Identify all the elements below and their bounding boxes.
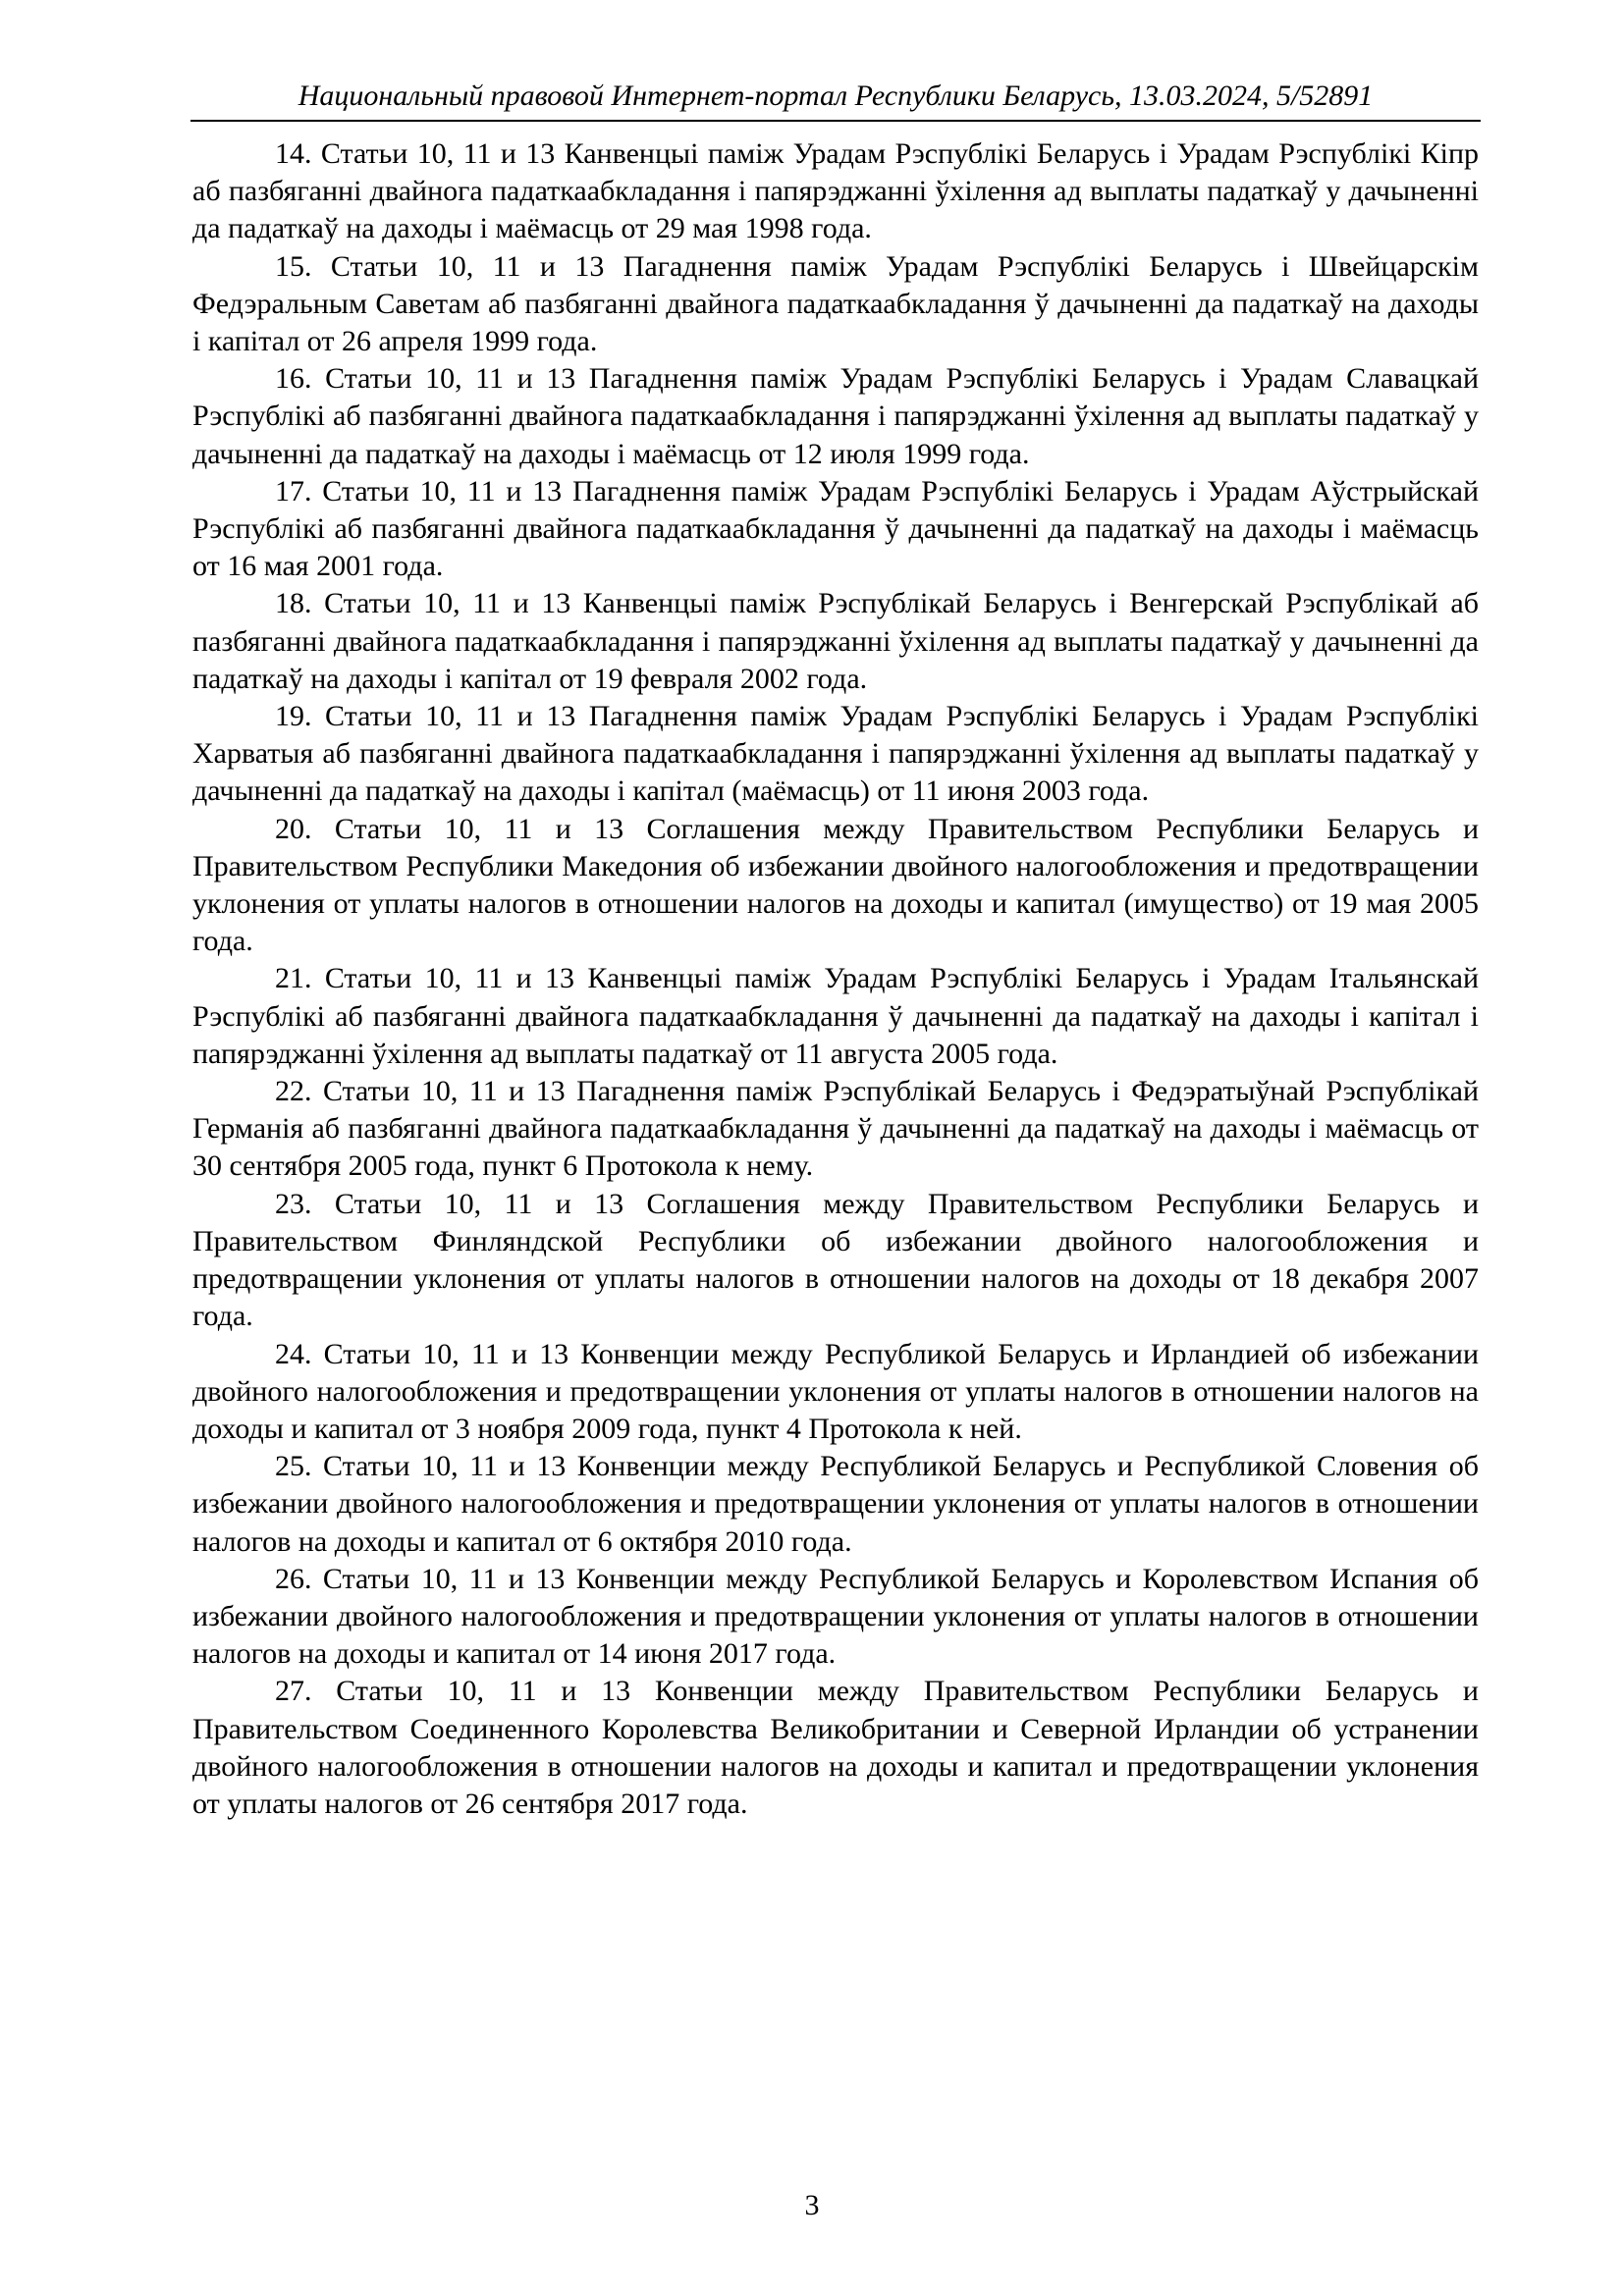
list-item: 18. Статьи 10, 11 и 13 Канвенцыі паміж Рэспублікай Беларусь і Венгерскай Рэспублікай аб пазбяганні двайнога падаткаабкладання і папярэджанні ўхілення ад выплаты падаткаў у дачыненні да падаткаў на даходы і капітал от 19 февраля 2002 года.	[192, 587, 1479, 695]
list-item: 17. Статьи 10, 11 и 13 Пагаднення паміж Урадам Рэспублікі Беларусь і Урадам Аўстрыйскай Рэспублікі аб пазбяганні двайнога падаткаабкладання ў дачыненні да падаткаў на даходы і маёмасць от 16 мая 2001 года.	[192, 474, 1479, 583]
page-header: Национальный правовой Интернет-портал Республики Беларусь, 13.03.2024, 5/52891	[298, 80, 1374, 112]
list-item: 19. Статьи 10, 11 и 13 Пагаднення паміж Урадам Рэспублікі Беларусь і Урадам Рэспублікі Харватыя аб пазбяганні двайнога падаткаабкладання і папярэджанні ўхілення ад выплаты падаткаў у дачыненні да падаткаў на даходы і капітал (маёмасць) от 11 июня 2003 года.	[192, 700, 1479, 808]
list-item: 25. Статьи 10, 11 и 13 Конвенции между Республикой Беларусь и Республикой Словения об избежании двойного налогообложения и предотвращении уклонения от уплаты налогов в отношении налогов на доходы и капитал от 6 октября 2010 года.	[192, 1450, 1479, 1558]
list-item: 26. Статьи 10, 11 и 13 Конвенции между Республикой Беларусь и Королевством Испания об избежании двойного налогообложения и предотвращении уклонения от уплаты налогов в отношении налогов на доходы и капитал от 14 июня 2017 года.	[192, 1562, 1479, 1671]
list-item: 21. Статьи 10, 11 и 13 Канвенцыі паміж Урадам Рэспублікі Беларусь і Урадам Італьянскай Рэспублікі аб пазбяганні двайнога падаткаабкладання ў дачыненні да падаткаў на даходы і капітал і папярэджанні ўхілення ад выплаты падаткаў от 11 августа 2005 года.	[192, 962, 1479, 1070]
list-item: 23. Статьи 10, 11 и 13 Соглашения между Правительством Республики Беларусь и Правительством Финляндской Республики об избежании двойного налогообложения и предотвращении уклонения от уплаты налогов в отношении налогов на доходы от 18 декабря 2007 года.	[192, 1187, 1479, 1333]
list-item: 22. Статьи 10, 11 и 13 Пагаднення паміж Рэспублікай Беларусь і Федэратыўнай Рэспублікай Германія аб пазбяганні двайнога падаткаабкладання ў дачыненні да падаткаў на даходы і маёмасць от 30 сентября 2005 года, пункт 6 Протокола к нему.	[192, 1075, 1479, 1183]
list-item: 16. Статьи 10, 11 и 13 Пагаднення паміж Урадам Рэспублікі Беларусь і Урадам Славацкай Рэспублікі аб пазбяганні двайнога падаткаабкладання і папярэджанні ўхілення ад выплаты падаткаў у дачыненні да падаткаў на даходы і маёмасць от 12 июля 1999 года.	[192, 362, 1479, 470]
document-body	[192, 135, 1479, 1823]
list-item: 15. Статьи 10, 11 и 13 Пагаднення паміж Урадам Рэспублікі Беларусь і Швейцарскім Федэральным Саветам аб пазбяганні двайнога падаткаабкладання ў дачыненні да падаткаў на даходы і капітал от 26 апреля 1999 года.	[192, 249, 1479, 358]
page-number: 3	[804, 2189, 820, 2221]
list-item: 27. Статьи 10, 11 и 13 Конвенции между Правительством Республики Беларусь и Правительством Соединенного Королевства Великобритании и Северной Ирландии об устранении двойного налогообложения в отношении налогов на доходы и капитал и предотвращении уклонения от уплаты налогов от 26 сентября 2017 года.	[192, 1675, 1479, 1820]
header-divider	[190, 120, 1481, 122]
list-item: 20. Статьи 10, 11 и 13 Соглашения между Правительством Республики Беларусь и Правительством Республики Македония об избежании двойного налогообложения и предотвращении уклонения от уплаты налогов в отношении налогов на доходы и капитал (имущество) от 19 мая 2005 года.	[192, 812, 1479, 958]
list-item: 14. Статьи 10, 11 и 13 Канвенцыі паміж Урадам Рэспублікі Беларусь і Урадам Рэспублікі Кіпр аб пазбяганні двайнога падаткаабкладання і папярэджанні ўхілення ад выплаты падаткаў у дачыненні да падаткаў на даходы і маёмасць от 29 мая 1998 года.	[192, 137, 1479, 245]
list-item: 24. Статьи 10, 11 и 13 Конвенции между Республикой Беларусь и Ирландией об избежании двойного налогообложения и предотвращении уклонения от уплаты налогов в отношении налогов на доходы и капитал от 3 ноября 2009 года, пункт 4 Протокола к ней.	[192, 1337, 1479, 1445]
